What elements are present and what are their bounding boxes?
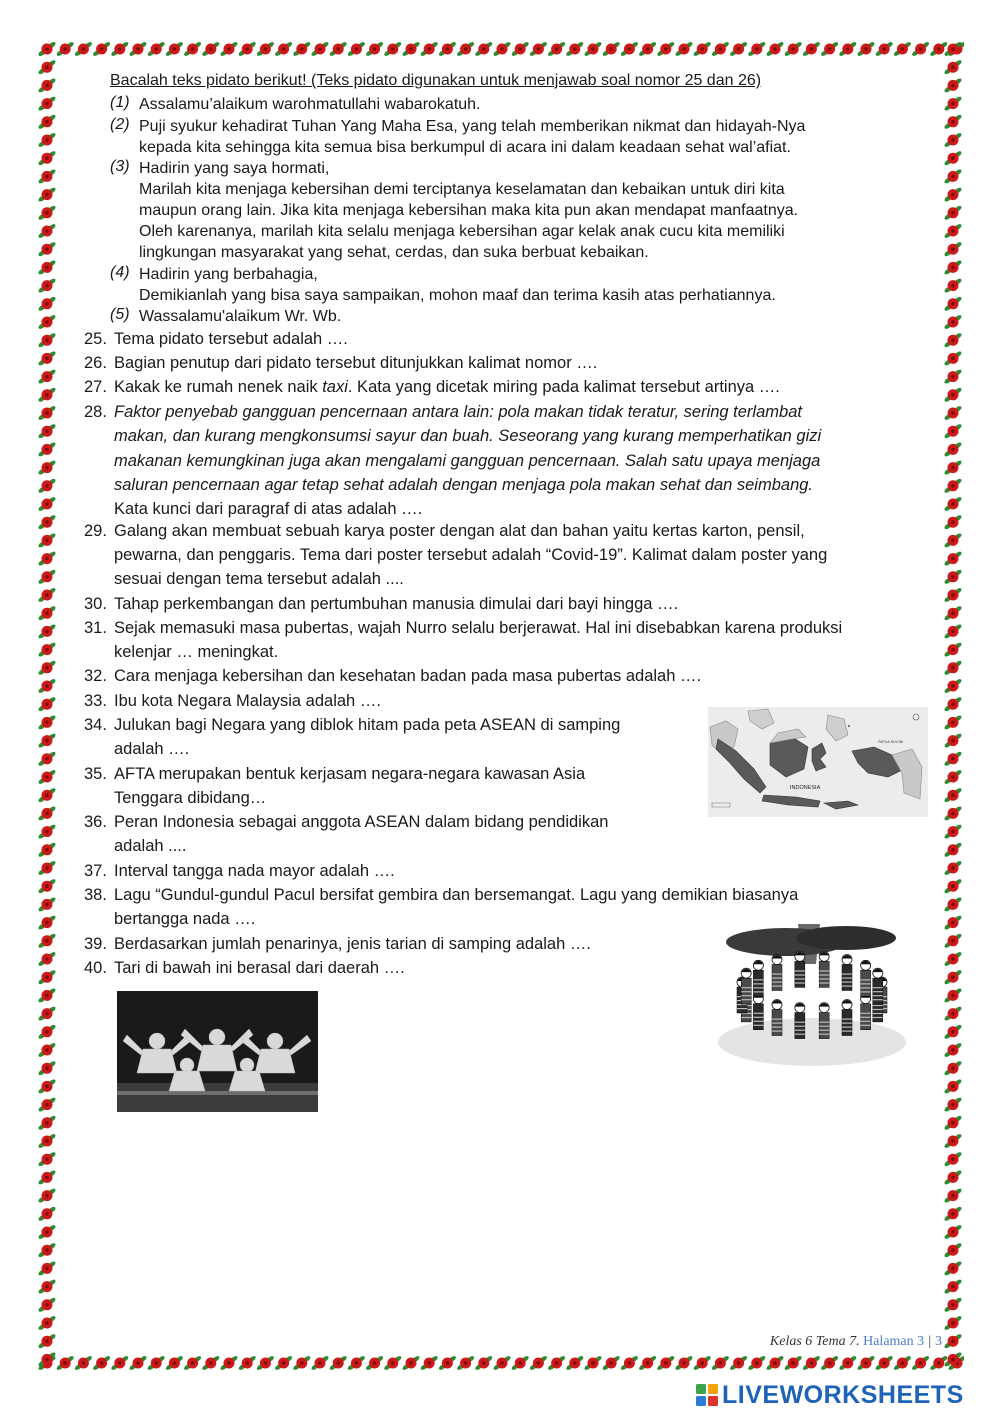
question-text: Berdasarkan jumlah penarinya, jenis tarian di samping adalah …. (114, 935, 591, 953)
question-text: makan, dan kurang mengkonsumsi sayur dan buah. Seseorang yang kurang memperhatikan gizi (114, 427, 822, 445)
dancer-figure (741, 968, 751, 1004)
dancer-figure (753, 994, 763, 1030)
italic-word: taxi (322, 378, 348, 396)
question-number: 37. (84, 862, 107, 880)
traditional-dance-photo (117, 991, 318, 1112)
page-footer (770, 1334, 942, 1350)
speech-line: Marilah kita menjaga kebersihan demi terciptanya keselamatan dan kebaikan untuk diri kita (139, 181, 785, 198)
liveworksheets-icon (696, 1384, 718, 1406)
question-number: 40. (84, 959, 107, 977)
question-number: 28. (84, 403, 107, 421)
question-number: 29. (84, 522, 107, 540)
question-text: sesuai dengan tema tersebut adalah .... (114, 570, 404, 588)
speech-line: Oleh karenanya, marilah kita selalu menjaga kebersihan agar kelak anak cucu kita memiliki (139, 223, 785, 240)
question-26 (84, 351, 597, 376)
question-text: Kata kunci dari paragraf di atas adalah …. (114, 500, 423, 518)
question-number: 25. (84, 330, 107, 348)
question-text: Galang akan membuat sebuah karya poster dengan alat dan bahan yaitu kertas karton, pensil, (114, 522, 805, 540)
speech-line: Assalamu’alaikum warohmatullahi wabarokatuh. (139, 96, 481, 113)
question-31 (84, 616, 842, 641)
question-30 (84, 592, 678, 617)
question-text: kelenjar … meningkat. (114, 643, 279, 661)
footer-halaman-label: Halaman (863, 1334, 914, 1349)
question-29 (84, 519, 805, 544)
question-27 (84, 375, 780, 400)
speech-line: Hadirin yang berbahagia, (139, 266, 318, 283)
question-number: 30. (84, 595, 107, 613)
speech-line: Wassalamu'alaikum Wr. Wb. (139, 308, 342, 325)
speech-line-number: (5) (110, 306, 130, 323)
question-text: . Kata yang dicetak miring pada kalimat tersebut artinya …. (347, 378, 780, 396)
speech-line: lingkungan masyarakat yang sehat, cerdas, dan suka berbuat kebaikan. (139, 244, 649, 261)
dancer-figure (819, 1003, 829, 1039)
question-40 (84, 956, 405, 981)
question-text: Ibu kota Negara Malaysia adalah …. (114, 692, 381, 710)
question-37 (84, 859, 395, 884)
question-text: Tenggara dibidang… (114, 789, 267, 807)
speech-line: kepada kita sehingga kita semua bisa berkumpul di acara ini dalam keadaan sehat wal’afiat. (139, 139, 791, 156)
speech-line: Hadirin yang saya hormati, (139, 160, 330, 177)
dancer-figure (861, 994, 871, 1030)
question-text: Sejak memasuki masa pubertas, wajah Nurro selalu berjerawat. Hal ini disebabkan karena produksi (114, 619, 843, 637)
speech-line: Demikianlah yang bisa saya sampaikan, mohon maaf dan terima kasih atas perhatiannya. (139, 287, 776, 304)
speech-line: Puji syukur kehadirat Tuhan Yang Maha Esa, yang telah memberikan nikmat dan hidayah-Nya (139, 118, 806, 135)
footer-class-label: Kelas 6 Tema 7. (769, 1334, 860, 1349)
question-28 (84, 400, 802, 425)
question-25 (84, 327, 348, 352)
question-text: Cara menjaga kebersihan dan kesehatan badan pada masa pubertas adalah …. (114, 667, 702, 685)
question-number: 27. (84, 378, 107, 396)
question-text: Interval tangga nada mayor adalah …. (114, 862, 395, 880)
speech-instructions: Bacalah teks pidato berikut! (Teks pidato digunakan untuk menjawab soal nomor 25 dan 26) (110, 72, 762, 89)
dancer-figure (842, 1000, 852, 1036)
question-text: makanan kemungkinan juga akan mengalami gangguan pencernaan. Salah satu upaya menjaga (114, 452, 821, 470)
question-34 (84, 713, 620, 738)
question-number: 31. (84, 619, 107, 637)
question-35 (84, 762, 585, 787)
dancer-figure (861, 960, 871, 996)
footer-page-number: 3 (917, 1334, 925, 1349)
question-text: pewarna, dan penggaris. Tema dari poster tersebut adalah “Covid-19”. Kalimat dalam poster yang (114, 546, 828, 564)
question-text: Tema pidato tersebut adalah …. (114, 330, 348, 348)
map-label-indonesia: INDONESIA (790, 785, 821, 791)
question-number: 26. (84, 354, 107, 372)
question-text: Julukan bagi Negara yang diblok hitam pada peta ASEAN di samping (114, 716, 621, 734)
map-label-papua: PAPUA NUGINI (878, 740, 904, 744)
question-text: Kakak ke rumah nenek naik (114, 378, 323, 396)
question-text: adalah …. (114, 740, 190, 758)
asean-map-image (708, 707, 928, 817)
question-number: 38. (84, 886, 107, 904)
question-text: AFTA merupakan bentuk kerjasam negara-negara kawasan Asia (114, 765, 586, 783)
liveworksheets-logo (696, 1378, 996, 1412)
question-text: Tahap perkembangan dan pertumbuhan manusia dimulai dari bayi hingga …. (114, 595, 679, 613)
dancer-figure (772, 1000, 782, 1036)
question-text: Faktor penyebab gangguan pencernaan antara lain: pola makan tidak teratur, sering terlambat (114, 403, 802, 421)
question-32 (84, 664, 701, 689)
dancer-figure (795, 951, 805, 987)
dancer-figure (873, 968, 883, 1004)
footer-separator: | (927, 1334, 932, 1349)
question-number: 32. (84, 667, 107, 685)
speech-line-number: (3) (110, 158, 130, 175)
question-text: Tari di bawah ini berasal dari daerah …. (114, 959, 405, 977)
speech-line-number: (4) (110, 264, 130, 281)
footer-page-total: 3 (935, 1334, 942, 1349)
question-number: 36. (84, 813, 107, 831)
dancer-figure (795, 1003, 805, 1039)
speech-line-number: (2) (110, 116, 130, 133)
liveworksheets-wordmark: LIVEWORKSHEETS (722, 1380, 964, 1409)
dancer-figure (753, 960, 763, 996)
question-number: 33. (84, 692, 107, 710)
question-33 (84, 689, 381, 714)
speech-line-number: (1) (110, 94, 130, 111)
question-text: saluran pencernaan agar tetap sehat adalah dengan menjaga pola makan sehat dan seimbang. (114, 476, 814, 494)
group-dance-image (716, 924, 908, 1070)
question-text: bertangga nada …. (114, 910, 256, 928)
question-text: Bagian penutup dari pidato tersebut ditunjukkan kalimat nomor …. (114, 354, 598, 372)
question-number: 39. (84, 935, 107, 953)
question-text: Peran Indonesia sebagai anggota ASEAN dalam bidang pendidikan (114, 813, 609, 831)
speech-line: maupun orang lain. Jika kita menjaga kebersihan maka kita pun akan mendapat manfaatnya. (139, 202, 799, 219)
dancer-figure (772, 954, 782, 990)
dancer-figure (819, 951, 829, 987)
question-number: 35. (84, 765, 107, 783)
dancer-figure (842, 954, 852, 990)
question-38 (84, 883, 798, 908)
question-36 (84, 810, 608, 835)
question-39 (84, 932, 591, 957)
question-text: adalah .... (114, 837, 187, 855)
question-text: Lagu “Gundul-gundul Pacul bersifat gembira dan bersemangat. Lagu yang demikian biasanya (114, 886, 799, 904)
question-number: 34. (84, 716, 107, 734)
